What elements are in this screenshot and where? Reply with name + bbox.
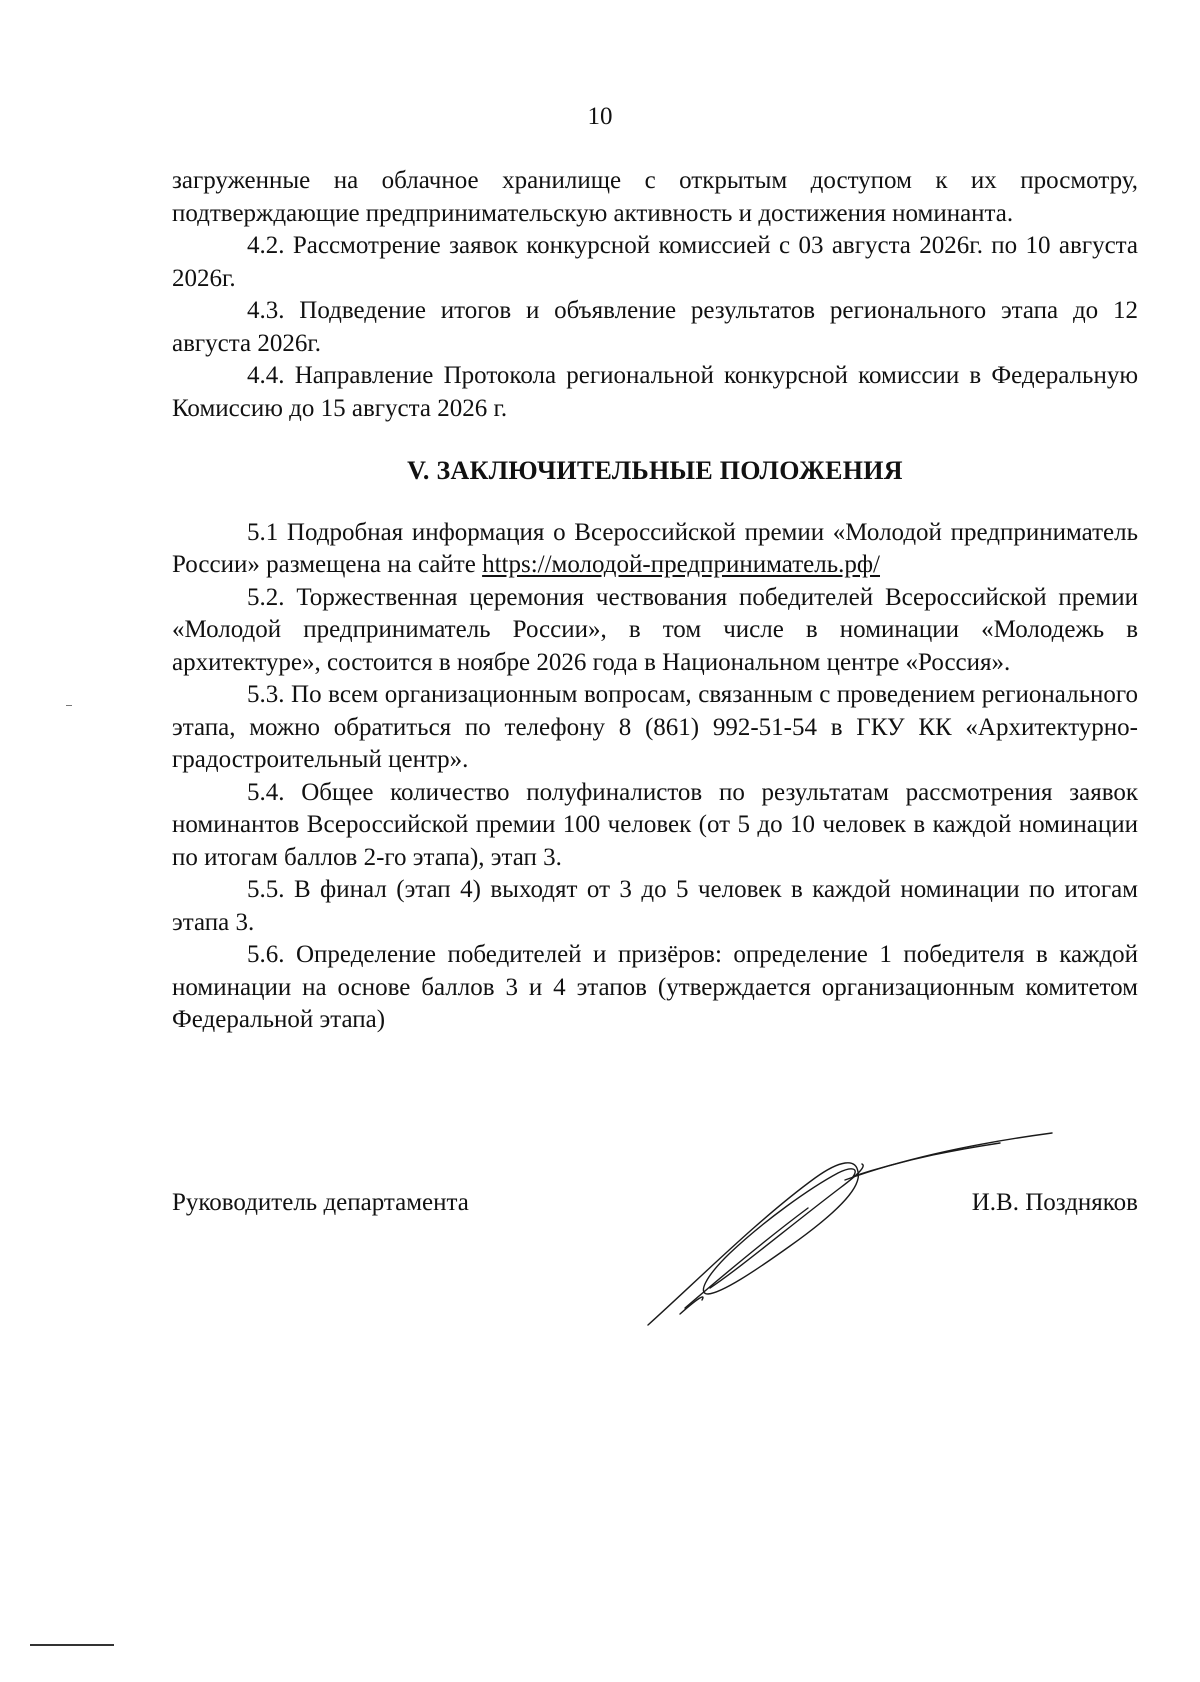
paragraph-5-1	[172, 517, 1138, 582]
paragraph-5-2: 5.2. Торжественная церемония чествования победителей Всероссийской премии «Молодой предприниматель России», в том числе в номинации «Молодежь в архитектуре», состоится в ноябре 2026 года в Национальном центре «Россия».	[172, 583, 1138, 676]
margin-mark	[66, 705, 72, 706]
paragraph-5-4: 5.4. Общее количество полуфиналистов по результатам рассмотрения заявок номинантов Всероссийской премии 100 человек (от 5 до 10 человек в каждой номинации по итогам баллов 2-го этапа), этап 3.	[172, 778, 1138, 871]
handwritten-signature	[640, 1128, 1060, 1328]
website-link[interactable]: https://молодой-предприниматель.рф/	[482, 551, 880, 578]
signatory-name: И.В. Поздняков	[971, 1189, 1138, 1216]
document-body	[172, 165, 1138, 1037]
paragraph-5-1-text: 5.1 Подробная информация о Всероссийской премии «Молодой предприниматель России» размещена на сайте	[172, 518, 1138, 578]
margin-dash	[30, 1644, 114, 1646]
paragraph-4-4: 4.4. Направление Протокола региональной конкурсной комиссии в Федеральную Комиссию до 15 августа 2026 г.	[172, 362, 1138, 422]
paragraph-5-6: 5.6. Определение победителей и призёров: определение 1 победителя в каждой номинации на основе баллов 3 и 4 этапов (утверждается организационным комитетом Федеральной этапа)	[172, 941, 1138, 1033]
paragraph-5-3: 5.3. По всем организационным вопросам, связанным с проведением регионального этапа, можно обратиться по телефону 8 (861) 992-51-54 в ГКУ КК «Архитектурно-градостроительный центр».	[172, 681, 1138, 773]
section-title-v: V. ЗАКЛЮЧИТЕЛЬНЫЕ ПОЛОЖЕНИЯ	[407, 456, 903, 485]
paragraph-4-2: 4.2. Рассмотрение заявок конкурсной комиссией с 03 августа 2026г. по 10 августа 2026г.	[172, 232, 1138, 292]
paragraph-intro: загруженные на облачное хранилище с открытым доступом к их просмотру, подтверждающие предпринимательскую активность и достижения номинанта.	[172, 167, 1138, 227]
page-number: 10	[587, 103, 613, 130]
signatory-position: Руководитель департамента	[172, 1189, 469, 1216]
paragraph-4-3: 4.3. Подведение итогов и объявление результатов регионального этапа до 12 августа 2026г.	[172, 297, 1138, 357]
paragraph-5-5: 5.5. В финал (этап 4) выходят от 3 до 5 человек в каждой номинации по итогам этапа 3.	[172, 876, 1138, 936]
